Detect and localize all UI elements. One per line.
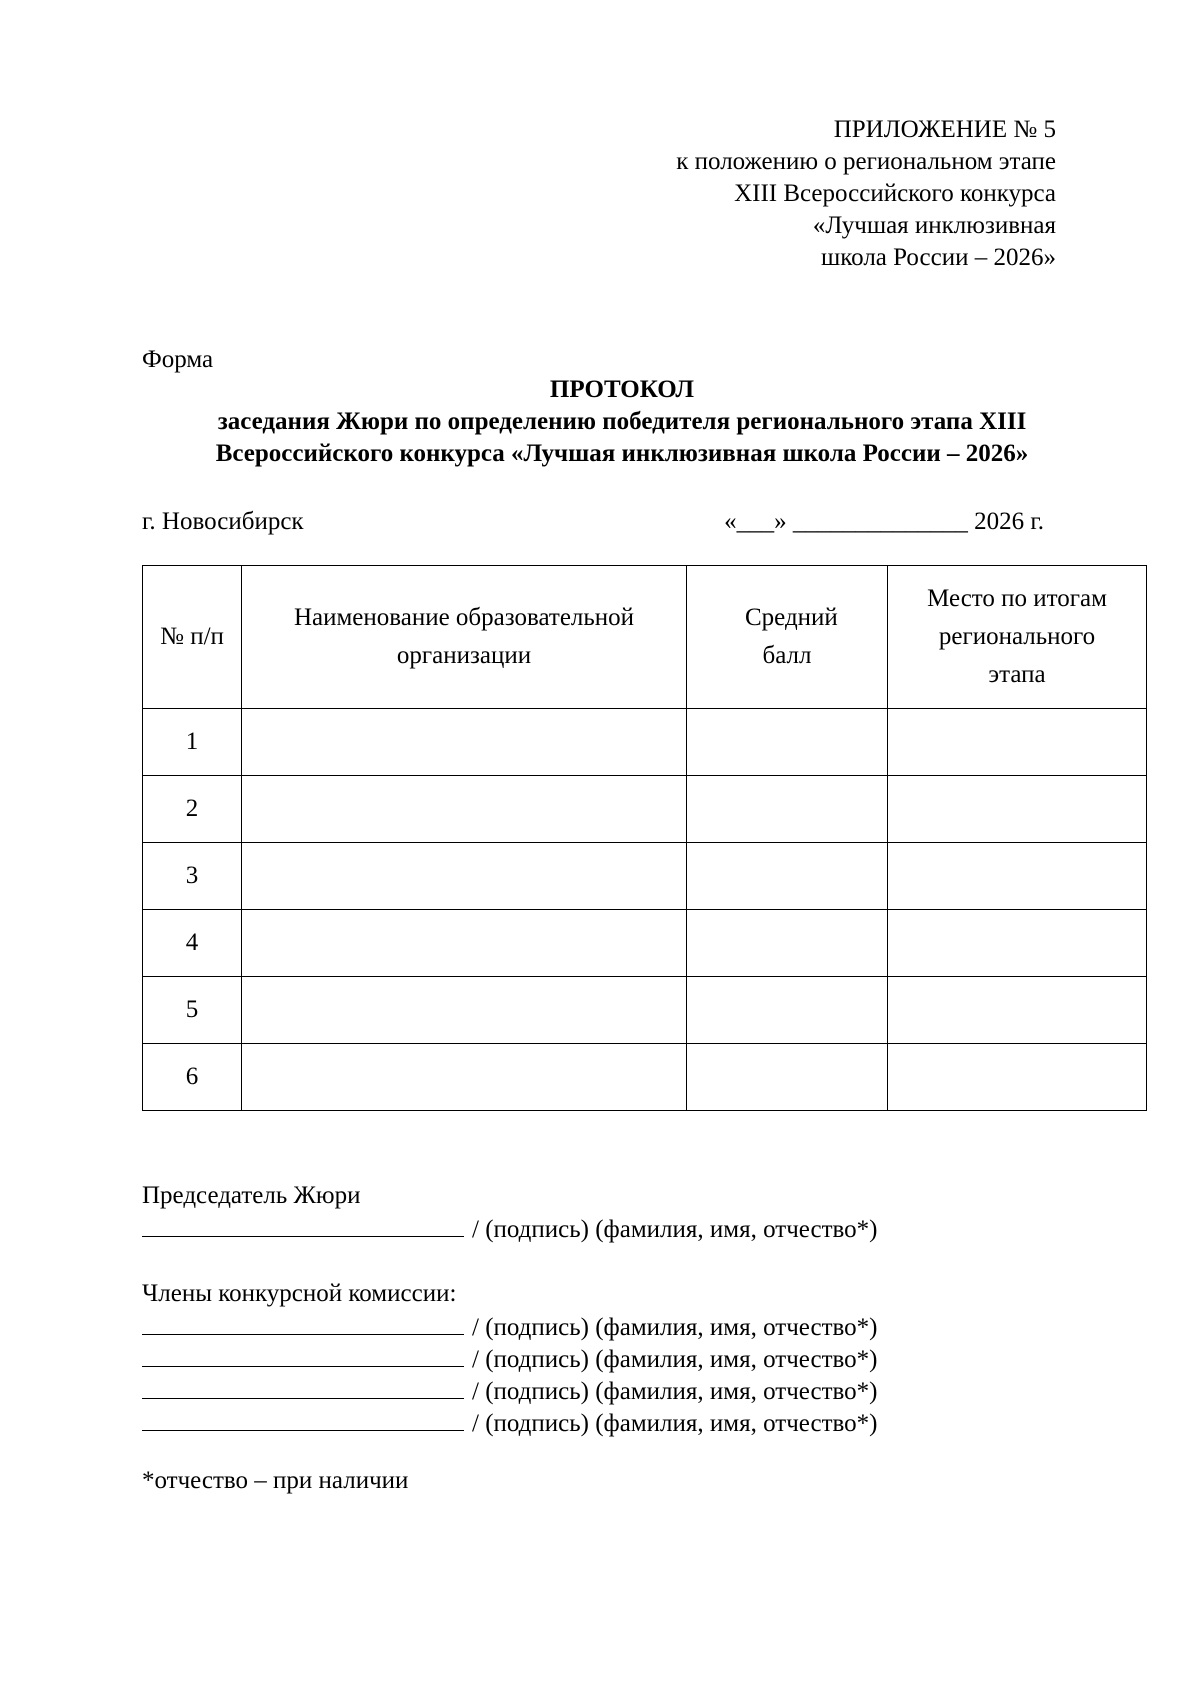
title-line: заседания Жюри по определению победителя регионального этапа XIII	[217, 408, 1027, 435]
results-table	[142, 565, 1147, 1111]
cell-score	[687, 910, 888, 977]
table-row	[143, 709, 1147, 776]
cell-score	[687, 1044, 888, 1111]
cell-organization	[242, 843, 687, 910]
signature-blank	[142, 1310, 464, 1335]
cell-organization	[242, 1044, 687, 1111]
member-signature-line	[142, 1310, 877, 1344]
member-signature-line	[142, 1342, 877, 1376]
cell-place	[888, 977, 1147, 1044]
row-number: 6	[143, 1044, 242, 1111]
cell-place	[888, 910, 1147, 977]
table-row	[143, 910, 1147, 977]
chair-signature-line	[142, 1212, 877, 1246]
cell-score	[687, 776, 888, 843]
annex-line: к положению о региональном этапе	[676, 148, 1056, 175]
cell-place	[888, 843, 1147, 910]
signature-blank	[142, 1406, 464, 1431]
header-place: Место по итогам регионального этапа	[888, 566, 1147, 709]
signature-caption: / (подпись) (фамилия, имя, отчество*)	[472, 1314, 878, 1341]
date-field: «___» ______________ 2026 г.	[724, 508, 1044, 535]
form-label: Форма	[142, 346, 214, 373]
cell-place	[888, 1044, 1147, 1111]
annex-line: ПРИЛОЖЕНИЕ № 5	[833, 116, 1056, 143]
header-average-score: Средний балл	[687, 566, 888, 709]
signature-caption: / (подпись) (фамилия, имя, отчество*)	[472, 1346, 878, 1373]
annex-block	[676, 114, 1056, 274]
document-title	[142, 374, 1102, 470]
row-number: 2	[143, 776, 242, 843]
cell-place	[888, 776, 1147, 843]
row-number: 4	[143, 910, 242, 977]
members-label: Члены конкурсной комиссии:	[142, 1280, 457, 1307]
signature-caption: / (подпись) (фамилия, имя, отчество*)	[472, 1410, 878, 1437]
cell-score	[687, 709, 888, 776]
table-row	[143, 776, 1147, 843]
cell-score	[687, 843, 888, 910]
table-row	[143, 977, 1147, 1044]
row-number: 5	[143, 977, 242, 1044]
annex-line: «Лучшая инклюзивная	[812, 212, 1056, 239]
signature-caption: / (подпись) (фамилия, имя, отчество*)	[472, 1378, 878, 1405]
cell-organization	[242, 776, 687, 843]
table-header-row	[143, 566, 1147, 709]
signature-blank	[142, 1212, 464, 1237]
chair-label: Председатель Жюри	[142, 1182, 361, 1209]
annex-line: XIII Всероссийского конкурса	[734, 180, 1056, 207]
header-number: № п/п	[143, 566, 242, 709]
row-number: 1	[143, 709, 242, 776]
cell-place	[888, 709, 1147, 776]
cell-score	[687, 977, 888, 1044]
title-line: Всероссийского конкурса «Лучшая инклюзивная школа России – 2026»	[215, 440, 1029, 467]
member-signature-line	[142, 1406, 877, 1440]
footnote: *отчество – при наличии	[142, 1467, 409, 1494]
member-signature-line	[142, 1374, 877, 1408]
signature-caption: / (подпись) (фамилия, имя, отчество*)	[472, 1216, 878, 1243]
table-row	[143, 843, 1147, 910]
table-row	[143, 1044, 1147, 1111]
city-label: г. Новосибирск	[142, 508, 304, 535]
cell-organization	[242, 977, 687, 1044]
title-heading: ПРОТОКОЛ	[549, 376, 695, 403]
cell-organization	[242, 910, 687, 977]
annex-line: школа России – 2026»	[821, 244, 1056, 271]
signature-blank	[142, 1374, 464, 1399]
row-number: 3	[143, 843, 242, 910]
signature-blank	[142, 1342, 464, 1367]
header-organization: Наименование образовательной организации	[242, 566, 687, 709]
cell-organization	[242, 709, 687, 776]
